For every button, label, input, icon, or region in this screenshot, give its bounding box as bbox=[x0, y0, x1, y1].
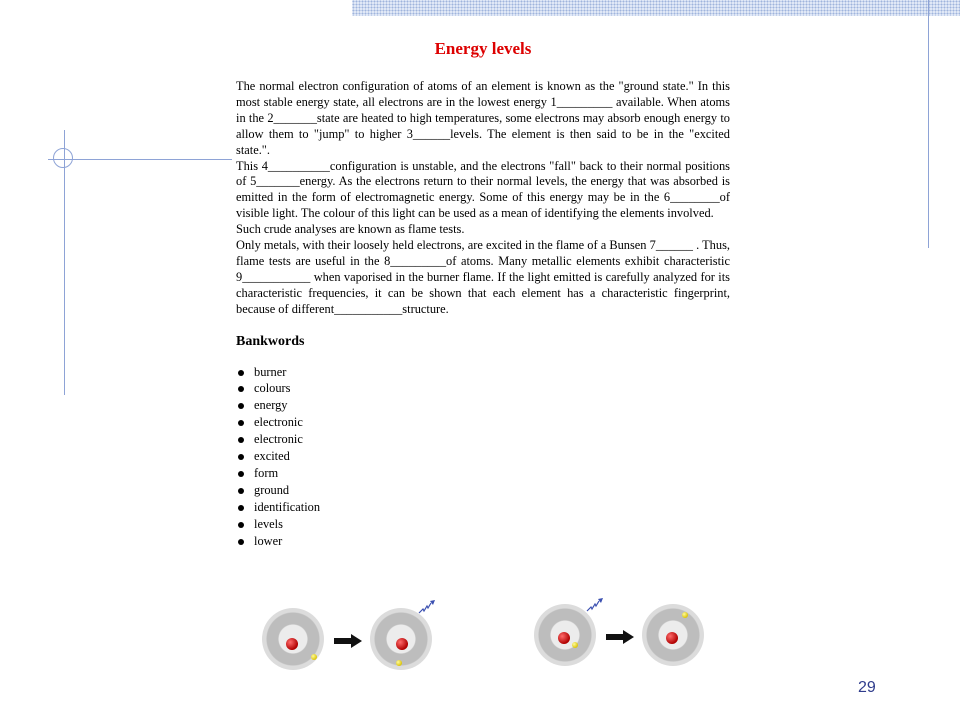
atom-excited-state-icon bbox=[534, 604, 596, 666]
nucleus-icon bbox=[286, 638, 298, 650]
atom-ground-state-icon bbox=[262, 608, 324, 670]
decorative-circle-icon bbox=[53, 148, 73, 168]
list-item: excited bbox=[236, 448, 730, 465]
electron-icon bbox=[682, 612, 688, 618]
arrow-right-icon bbox=[334, 634, 362, 648]
arrow-right-icon bbox=[606, 630, 634, 644]
list-item: colours bbox=[236, 380, 730, 397]
bank-words-list bbox=[236, 364, 730, 550]
list-item: identification bbox=[236, 499, 730, 516]
electron-icon bbox=[311, 654, 317, 660]
list-item: form bbox=[236, 465, 730, 482]
paragraph-metals: Only metals, with their loosely held electrons, are excited in the flame of a Bunsen 7______ . Thus, flame tests are useful in the 8_________of atoms. Many metallic elements exhibit characteristic 9___________ when vaporised in the burner flame. If the light emitted is carefully analyzed for its characteristic frequencies, it can be shown that each element has a characteristic fingerprint, because of different___________structure. bbox=[236, 238, 730, 316]
list-item: electronic bbox=[236, 414, 730, 431]
emitted-photon-icon bbox=[586, 598, 604, 612]
page-title: Energy levels bbox=[434, 39, 532, 58]
list-item: ground bbox=[236, 482, 730, 499]
list-item: levels bbox=[236, 516, 730, 533]
nucleus-icon bbox=[666, 632, 678, 644]
list-item: electronic bbox=[236, 431, 730, 448]
decorative-vertical-line-left bbox=[64, 130, 65, 395]
atom-excited-state-icon bbox=[370, 608, 432, 670]
page-number: 29 bbox=[858, 679, 876, 696]
list-item: burner bbox=[236, 364, 730, 381]
list-item: energy bbox=[236, 397, 730, 414]
document-content bbox=[236, 38, 730, 549]
paragraph-flame-tests: Such crude analyses are known as flame tests. bbox=[236, 222, 465, 237]
decorative-horizontal-line bbox=[48, 159, 232, 160]
atom-ground-state-icon bbox=[642, 604, 704, 666]
nucleus-icon bbox=[396, 638, 408, 650]
decorative-vertical-line-right bbox=[928, 0, 929, 248]
bank-words-heading: Bankwords bbox=[236, 333, 305, 349]
paragraph-excited-configuration: This 4__________configuration is unstable, and the electrons "fall" back to their normal positions of 5_______energy. As the electrons return to their normal levels, the energy that was absorbed is emitted in the form of electromagnetic energy. Some of this energy may be in the 6________of visible light. The colour of this light can be used as a mean of identifying the elements involved. bbox=[236, 158, 730, 221]
atom-excitation-illustration bbox=[250, 596, 720, 680]
electron-icon bbox=[396, 660, 402, 666]
paragraph-ground-state: The normal electron configuration of atoms of an element is known as the "ground state." In this most stable energy state, all electrons are in the lowest energy 1_________ available. When atoms in the 2_______state are heated to high temperatures, some electrons may absorb enough energy to allow them to "jump" to higher 3______levels. The element is then said to be in the "excited state.". bbox=[236, 79, 730, 157]
electron-icon bbox=[572, 642, 578, 648]
incoming-photon-icon bbox=[418, 600, 436, 614]
nucleus-icon bbox=[558, 632, 570, 644]
list-item: lower bbox=[236, 533, 730, 550]
top-dotted-band bbox=[352, 0, 960, 16]
